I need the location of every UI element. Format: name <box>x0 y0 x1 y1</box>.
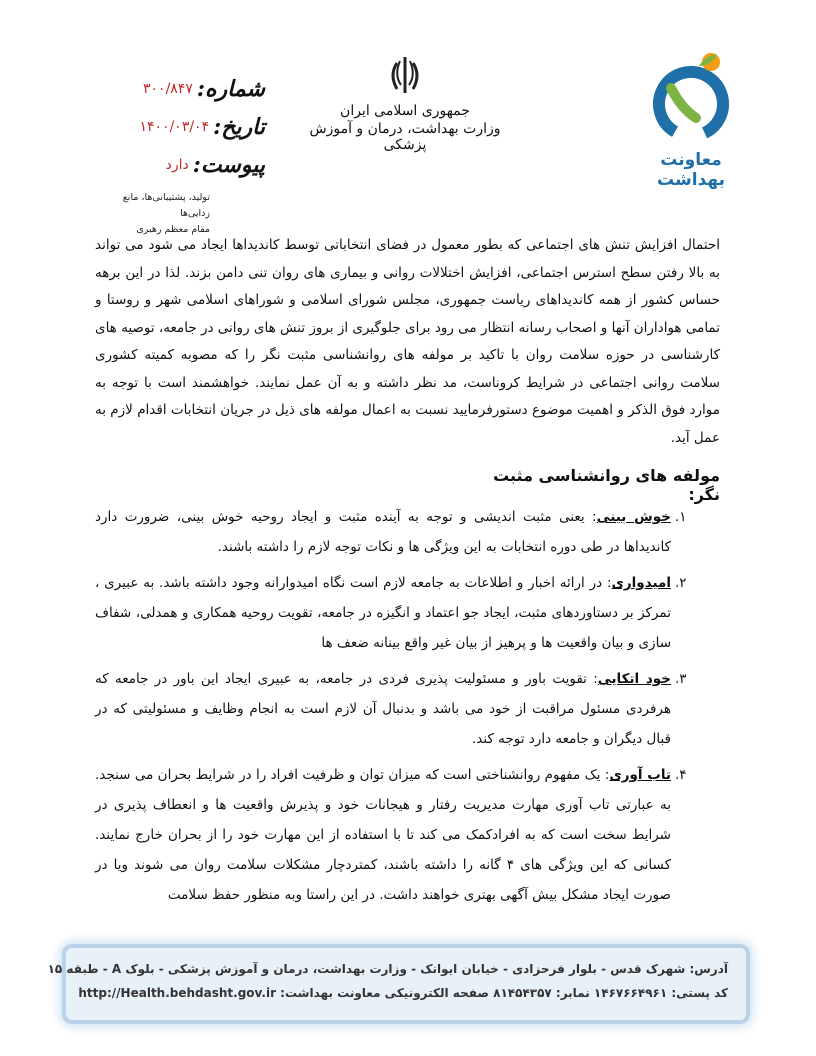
letter-header <box>0 0 816 240</box>
list-item-text <box>95 502 671 562</box>
list-item-description: : یک مفهوم روانشناختی است که میزان توان و ظرفیت افراد را در شرایط بحران می سنجد. به عبارتی تاب آوری مهارت مدیریت رفتار و هیجانات خود و پذیرش واقعیت ها و انعطاف پذیری در شرایط سخت است که به افرادکمک می کند تا با استفاده از این مهارت خود را از بحران خارج نمایند. کسانی که این ویژگی های ۴ گانه را داشته باشند، کمتردچار مشکلات سلامت روان می شوند ویا در صورت ایجاد مشکل بیش آگهی بهتری خواهند داشت. در این راستا وبه منظور حفظ سلامت <box>95 767 672 903</box>
list-item <box>95 664 705 754</box>
list-item-number: ۱. <box>675 509 687 525</box>
letter-number-row <box>95 70 265 108</box>
list-item-text <box>95 568 671 658</box>
list-item <box>95 568 705 658</box>
footer-contact <box>78 986 728 1000</box>
list-item-description: : تقویت باور و مسئولیت پذیری فردی در جامعه، به عبیری ایجاد این باور در جامعه که هرفردی مسئول مراقبت از خود می باشد و بدنبال آن لازم است به انجام وظایف و مسئولیتی که در قبال دیگران و جامعه دارد توجه کند. <box>95 671 671 747</box>
letter-number-label: شماره: <box>196 76 265 102</box>
letter-attachment-value: دارد <box>165 157 189 173</box>
health-deputy-logo <box>626 48 756 188</box>
logo-ring-icon <box>641 48 741 148</box>
list-item-description: : یعنی مثبت اندیشی و توجه به آینده مثبت و ایجاد روحیه خوش بینی، ضرورت دارد کاندیداها در طی دوره انتخابات به این ویژگی ها و نکات توجه لازم را داشته باشند. <box>95 509 671 555</box>
footer-contact-text: کد پستی: ۱۴۶۷۶۶۴۹۶۱ نمابر: ۸۱۴۵۴۳۵۷ صفحه الکترونیکی معاونت بهداشت: <box>280 986 728 1000</box>
letter-number-value: ۳۰۰/۸۴۷ <box>143 81 193 97</box>
letter-attachment-label: پیوست: <box>192 152 265 178</box>
logo-caption: معاونت بهداشت <box>657 150 725 190</box>
list-item-term: خود اتکایی <box>597 671 671 687</box>
list-item-term: خوش بینی <box>596 509 671 525</box>
list-item-text <box>95 760 671 910</box>
list-item-term: تاب آوری <box>609 767 671 783</box>
list-item-text <box>95 664 671 754</box>
letter-meta <box>95 70 265 184</box>
year-slogan-line1: تولید، پشتیبانی‌ها، مانع زدایی‌ها <box>122 192 210 219</box>
components-list <box>95 502 705 916</box>
year-slogan <box>95 190 210 238</box>
emblem-line-country: جمهوری اسلامی ایران <box>340 103 470 119</box>
year-slogan-line2: مقام معظم رهبری <box>136 224 210 235</box>
footer-website-link[interactable]: http://Health.behdasht.gov.ir <box>78 986 276 1000</box>
list-item <box>95 502 705 562</box>
list-item-description: : در ارائه اخبار و اطلاعات به جامعه لازم است نگاه امیدوارانه وجود داشته باشد. به عبیری ، تمرکز بر دستاوردهای مثبت، ایجاد جو اعتماد و انگیزه در جامعه، تقویت روحیه همکاری و همدلی، شفاف سازی و بیان واقعیت ها و پرهیز از بیان غیر واقع بینانه ضعف ها <box>95 575 671 651</box>
letter-date-value: ۱۴۰۰/۰۳/۰۴ <box>139 119 210 135</box>
footer-address: آدرس: شهرک قدس - بلوار فرحزادی - خیابان ایوانک - وزارت بهداشت، درمان و آموزش پزشکی - بلوک A - طبقه ۱۵ <box>47 962 728 976</box>
list-item-number: ۴. <box>675 767 687 783</box>
intro-paragraph: احتمال افزایش تنش های اجتماعی که بطور معمول در فضای انتخاباتی توسط کاندیداها ایجاد می شود می تواند به بالا رفتن سطح استرس اجتماعی، افزایش اختلالات روانی و بیماری های روان تنی دامن بزند. لذا در این برهه حساس کشور از همه کاندیداهای ریاست جمهوری، مجلس شورای اسلامی و شوراهای اسلامی شهر و روستا و تمامی هواداران آنها و اصحاب رسانه انتظار می رود برای جلوگیری از بروز تنش های روانی در جامعه، توصیه های کارشناسی در حوزه سلامت روان با تاکید بر مولفه های روانشناسی مثبت نگر را که مصوبه کمیته کشوری سلامت روانی اجتماعی در شرایط کروناست، مد نظر داشته و به آن عمل نمایند. خواهشمند است با توجه به موارد فوق الذکر و اهمیت موضوع دستورفرمایید نسبت به اعمال مولفه های ذیل در جریان انتخابات اقدام لازم به عمل آید. <box>95 237 720 446</box>
letter-footer <box>47 944 750 1024</box>
emblem-line-ministry: وزارت بهداشت، درمان و آموزش پزشکی <box>309 121 501 153</box>
list-item-number: ۲. <box>675 575 687 591</box>
list-item-number: ۳. <box>675 671 687 687</box>
list-item <box>95 760 705 910</box>
iran-emblem-icon <box>387 55 423 95</box>
list-item-term: امیدواری <box>611 575 671 591</box>
letter-attachment-row <box>95 146 265 184</box>
section-heading: مولفه های روانشناسی مثبت نگر: <box>493 466 720 504</box>
letter-date-label: تاریخ: <box>213 114 265 140</box>
iran-emblem-block <box>295 55 515 175</box>
letter-date-row <box>95 108 265 146</box>
